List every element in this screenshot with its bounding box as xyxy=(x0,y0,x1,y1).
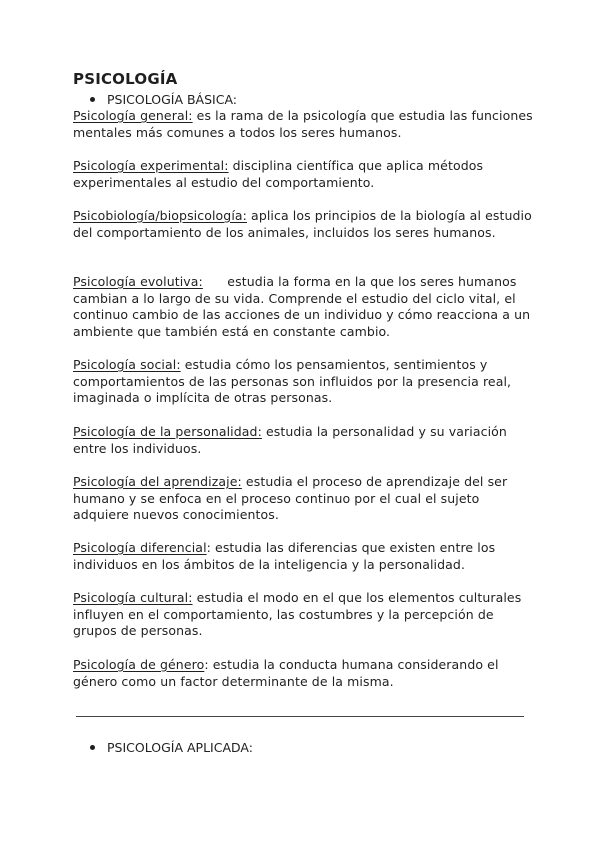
section-label-basic: PSICOLOGÍA BÁSICA: xyxy=(107,92,237,107)
entry-term: Psicología evolutiva: xyxy=(73,274,203,289)
entry-diferencial xyxy=(73,540,533,573)
entry-text: disciplina científica que aplica métodos experimentales al estudio del comportamiento. xyxy=(73,158,484,190)
entry-evolutiva xyxy=(73,274,533,341)
entry-term: Psicobiología/biopsicología: xyxy=(73,208,247,223)
entry-text: estudia la personalidad y su variación entre los individuos. xyxy=(73,424,507,456)
entry-term: Psicología de la personalidad: xyxy=(73,424,262,439)
horizontal-divider xyxy=(76,716,524,717)
entry-social xyxy=(73,357,533,407)
entry-term: Psicología diferencial xyxy=(73,540,207,555)
entry-aprendizaje xyxy=(73,474,533,524)
bullet-basic xyxy=(90,92,237,107)
entry-text: estudia el modo en el que los elementos culturales influyen en el comportamiento, las costumbres y la percepción de grupos de personas. xyxy=(73,590,522,639)
bullet-icon xyxy=(90,97,95,102)
entry-term: Psicología general: xyxy=(73,108,193,123)
entry-term: Psicología experimental: xyxy=(73,158,229,173)
entry-text: : estudia las diferencias que existen entre los individuos en los ámbitos de la inteligencia y la personalidad. xyxy=(73,540,496,572)
entry-genero xyxy=(73,657,533,690)
section-label-applied: PSICOLOGÍA APLICADA: xyxy=(107,740,253,755)
entry-text: estudia el proceso de aprendizaje del ser humano y se enfoca en el proceso continuo por el cual el sujeto adquiere nuevos conocimientos. xyxy=(73,474,508,523)
entry-general xyxy=(73,108,533,141)
entry-personalidad xyxy=(73,424,533,457)
entry-text: aplica los principios de la biología al estudio del comportamiento de los animales, incluidos los seres humanos. xyxy=(73,208,532,240)
entry-term: Psicología de género xyxy=(73,657,205,672)
entry-text: estudia la forma en la que los seres humanos cambian a lo largo de su vida. Comprende el estudio del ciclo vital, el continuo cambio de las acciones de un individuo y cómo reacciona a un ambiente que también está en constante cambio. xyxy=(73,274,535,340)
entry-text: estudia cómo los pensamientos, sentimientos y comportamientos de las personas son influidos por la presencia real, imaginada o implícita de otras personas. xyxy=(73,357,512,406)
entry-cultural xyxy=(73,590,533,640)
bullet-icon xyxy=(90,745,95,750)
entry-term: Psicología cultural: xyxy=(73,590,193,605)
entry-text: es la rama de la psicología que estudia las funciones mentales más comunes a todos los seres humanos. xyxy=(73,108,533,140)
entry-experimental xyxy=(73,158,533,191)
entry-term: Psicología del aprendizaje: xyxy=(73,474,242,489)
entry-term: Psicología social: xyxy=(73,357,181,372)
entry-text: : estudia la conducta humana considerando el género como un factor determinante de la misma. xyxy=(73,657,499,689)
page-title: PSICOLOGÍA xyxy=(73,70,178,88)
entry-biopsicologia xyxy=(73,208,533,241)
bullet-applied xyxy=(90,740,253,755)
